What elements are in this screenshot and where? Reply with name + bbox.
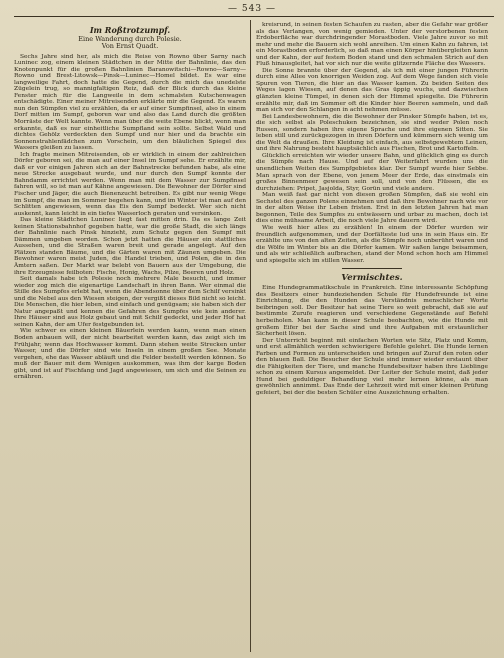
article-paragraph: Bei Landesbewohnern, die die Bewohner der Pinsker Sümpfe haben, ist es, die sich selbst als Poleschuken bezeichnen, sie sind weder Polen noch Russen, sondern haben ihre eigene Sprache und ihre eigenen Sitten. Sie leben still und zurückgezogen in ihren Dörfern und kümmern sich wenig um die Welt da draußen. Ihre Kleidung ist einfach, aus selbstgewebtem Leinen, und ihre Nahrung besteht hauptsächlich aus Fischen, Brot und Kartoffeln. xyxy=(256,113,488,153)
column-divider xyxy=(250,20,251,652)
article-paragraph: Die Sonne brannte über der Gegend, als ich mit einer jungen Führerin durch eine Allee von knorrigen Weiden zog. Auf dem Wege fanden sich viele Spuren von Tieren, die hier an das Wasser kamen. Zu beiden Seiten des Weges lagen Wiesen, auf denen das Gras üppig wuchs, und dazwischen glänzten kleine Tümpel, in denen sich der Himmel spiegelte. Die Führerin erzählte mir, daß im Sommer oft die Kinder hier Beeren sammeln, und daß man sich vor den Schlangen in acht nehmen müsse. xyxy=(256,67,488,114)
article-paragraph: Eine Hundegrammatikschule in Frankreich. Eine interessante Schöpfung des Besitzers einer hundeziehenden Schule für Hundefreunde ist eine Einrichtung, die den Hunden das Verständnis menschlicher Worte beibringen soll. Der Besitzer hat seine Tiere so weit gebracht, daß sie auf bestimmte Zurufe reagieren und verschiedene Gegenstände auf Befehl herbeiholen. Man kann in dieser Schule beobachten, wie die Hunde mit großem Eifer bei der Sache sind und ihre Aufgaben mit erstaunlicher Sicherheit lösen. xyxy=(256,285,488,338)
article-paragraph: Wie schwer es einen kleinen Bäuerlein werden kann, wenn man einen Boden anbauen will, der nicht bearbeitet werden kann, das zeigt sich im Frühjahr, wenn das Hochwasser kommt. Dann stehen weite Strecken unter Wasser, und die Dörfer sind wie Inseln in einem großen See. Monate vergehen, ehe das Wasser abläuft und die Felder bestellt werden können. So muß der Bauer mit dem Wenigen auskommen, was ihm der karge Boden gibt, und ist auf Fischfang und Jagd angewiesen, um sich und die Seinen zu ernähren. xyxy=(14,328,246,381)
article-paragraph: Seit damals habe ich Polesie noch mehrere Male besucht, und immer wieder zog mich die eigenartige Landschaft in ihren Bann. Wer einmal die Stille des Sumpfes erlebt hat, wenn die Abendsonne über dem Schilf versinkt und die Nebel aus den Wiesen steigen, der vergißt dieses Bild nicht so leicht. Die Menschen, die hier leben, sind einfach und genügsam; sie haben sich der Natur angepaßt und kennen die Gefahren des Sumpfes wie kein anderer. Ihre Häuser sind aus Holz gebaut und mit Schilf gedeckt, und jeder Hof hat seinen Kahn, der am Ufer festgebunden ist. xyxy=(14,276,246,328)
article-author: Von Ernst Quadt. xyxy=(101,42,159,50)
article-subtitle: Eine Wanderung durch Polesie. xyxy=(78,35,182,43)
article-paragraph: Sechs Jahre sind her, als mich die Reise von Rowno über Sarny nach Luninec zog, einem kleinen Städtchen in der Mitte der Bahnlinie, das den Knotenpunkt für die großen Bahnlinien Baranowitschi—Rowno—Sarny—Rowno und Brest-Litowsk—Pinsk—Luninec—Homel bildet. Es war eine langweilige Fahrt, doch hatte die Gegend, durch die mich das unedelste Zügelein trug, so mannigfaltigen Reiz, daß der Blick durch das kleine Fenster mich für die Langweile in dem schmalsten Kutschenwagen entschädigte. Einer meiner Mitreisenden erklärte mir die Gegend. Es waren nun den Sümpfen viel zu erzählen, da er auf einer Sumpfinsel, also in einem Dorf mitten im Sumpf, geboren war und also das Land durch die größten Morräste der Welt kannte. Wenn man über die weite Ebene blickt, wenn man erkannte, daß es nur einheitliche Sumpfland sein sollte. Selbst Wald und dichtes Gehölz verdeckten den Sumpf und nur hier und da brachte ein Sonnenstrahlenfädchen zum Vorschein, um den bläulichen Spiegel des Wassers gleißen zu lassen. xyxy=(14,53,246,152)
section-title: Vermischtes. xyxy=(341,273,403,284)
section-rule xyxy=(342,268,402,269)
article-paragraph: Der Unterricht beginnt mit einfachen Worten wie Sitz, Platz und Komm, und erst allmählich werden schwierigere Befehle gelehrt. Die Hunde lernen Farben und Formen zu unterscheiden und bringen auf Zuruf den roten oder den blauen Ball. Die Besucher der Schule sind immer wieder erstaunt über die Fähigkeiten der Tiere, und manche Hundebesitzer haben ihre Lieblinge schon zu einem Kursus angemeldet. Der Leiter der Schule meint, daß jeder Hund bei geduldiger Behandlung viel mehr lernen könne, als man gewöhnlich annimmt. Das Ende der Lehrzeit wird mit einer kleinen Prüfung gefeiert, bei der die besten Schüler eine Auszeichnung erhalten. xyxy=(256,337,488,396)
article-paragraph: Glücklich erreichten wir wieder unsere Bahn, und glücklich ging es durch die Sümpfe nach Hause. Und auf der Weiterfahrt wurden uns die unendlichen Weiten des Sumpfgebietes klar. Der Sumpf wurde hier Sebbe. Man sprach von der Ebene, von jenem Meer der Erde, das einstmals ein großes Binnenmeer gewesen sein soll, und von den Flüssen, die es durchziehen: Pripet, Jasjolda, Styr, Gorün und viele andere. xyxy=(256,152,488,192)
right-column xyxy=(256,22,488,652)
article-paragraph: kreisrund, in seinen festen Schaufen zu rasten, aber die Gefahr war größer als das Verlangen, von wenig gemieden. Unter der verstorbenen festen Erdoberfläche war durchdringender Morastboden. Viele Jahre zuvor so mit mehr und mehr die Bauern sich wohl anreihen. Um einen Kahn zu fahren, ist ein Morastboden erforderlich, so daß man einen Körper hinübergleiten kann und der Kahn, der auf festem Boden stand und den schmalen Strich auf den Fluß hinausgleitet, hat vor sich nur die weite glitzernde Fläche des Wassers. xyxy=(256,22,488,68)
left-column xyxy=(14,22,246,652)
article-paragraph: Ich fragte meinen Mitreisenden, ob er wirklich in einem der zahlreichen Dörfer geboren sei, die man auf einer Insel im Sumpf sehe. Er erzählte mir, daß er vor einigen Jahren sich an der Bahnstrecke befunden habe, als eine neue Strecke ausgebaut wurde, und nur durch den Sumpf konnte der Bahndamm errichtet werden. Wenn man mit dem Wasser zur Sumpfinsel fahren will, so ist man auf Kähne angewiesen. Die Bewohner der Dörfer sind Fischer und Jäger, die auch Bienenzucht betreiben. Es gibt nur wenig Wege im Sumpf, die man im Sommer begehen kann, und im Winter ist man auf den Schlitten angewiesen, wenn das Eis den Sumpf bedeckt. Wer sich nicht auskennt, kann leicht in ein tiefes Wasserloch geraten und versinken. xyxy=(14,151,246,217)
page-number: — 543 — xyxy=(228,4,276,14)
article-paragraph: Man weiß fast gar nicht von diesen großen Sümpfen, daß sie wohl ein Sechstel des ganzen Polens einnehmen und daß ihre Bewohner nach wie vor in der alten Weise ihr Leben fristen. Erst in den letzten Jahren hat man begonnen, Teile des Sumpfes zu entwässern und urbar zu machen, doch ist dies eine mühsame Arbeit, die noch viele Jahre dauern wird. xyxy=(256,192,488,225)
article-paragraph: Wie weiß hier alles zu erzählen! In einem der Dörfer wurden wir freundlich aufgenommen, und der Dorfälteste lud uns in sein Haus ein. Er erzählte uns von den alten Zeiten, als die Sümpfe noch unberührt waren und die Wölfe im Winter bis an die Dörfer kamen. Wir saßen lange beisammen, und als wir schließlich aufbrachen, stand der Mond schon hoch am Himmel und spiegelte sich im stillen Wasser. xyxy=(256,224,488,264)
article-title: Im Roßtrotzumpf. xyxy=(89,25,171,35)
header-rule xyxy=(14,16,494,17)
article-paragraph: Das kleine Städtchen Luninec liegt fast mitten drin. Da es lange Zeit keinen Stationsbahnhof gegeben hatte, war die große Stadt, die sich längs der Bahnlinie nach Pinsk hinzieht, zum Schutz gegen den Sumpf mit Dämmen umgeben worden. Schon jetzt hatten die Häuser ein stattliches Aussehen, und die Straßen waren breit und gerade angelegt. Auf den Plätzen standen Bäume, und die Gärten waren mit Zäunen umgeben. Die Bewohner waren meist Juden, die Handel trieben, und Polen, die in den Ämtern saßen. Der Markt war belebt von Bauern aus der Umgebung, die ihre Erzeugnisse feilboten: Fische, Honig, Wachs, Pilze, Beeren und Holz. xyxy=(14,217,246,276)
